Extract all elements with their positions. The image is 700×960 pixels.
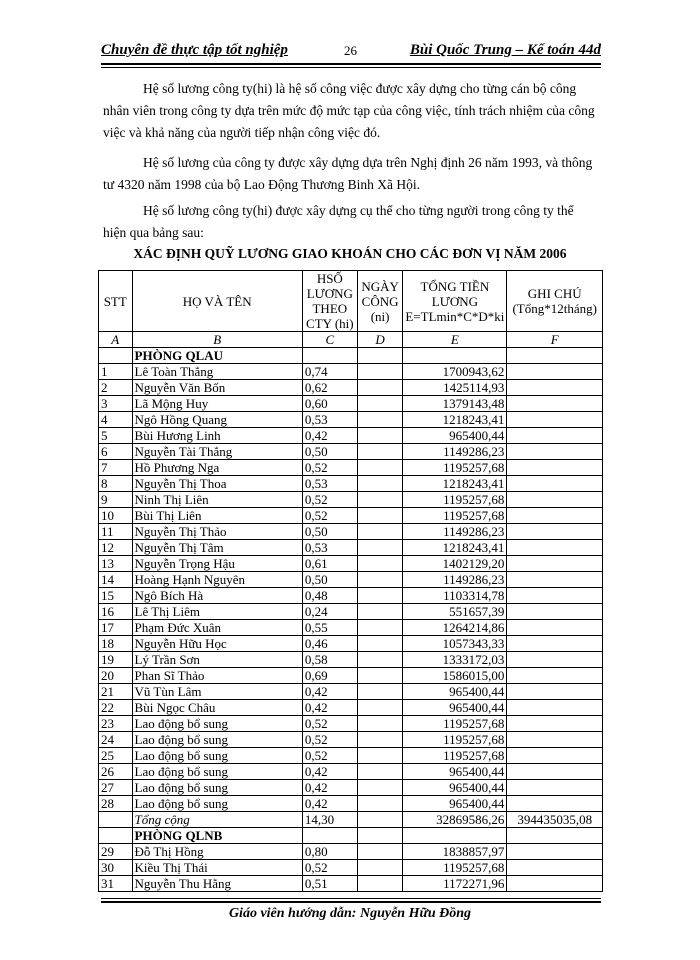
row-note: [507, 444, 603, 460]
col-header-stt: STT: [99, 271, 133, 332]
row-stt: 5: [99, 428, 133, 444]
row-stt: 21: [99, 684, 133, 700]
row-stt: 3: [99, 396, 133, 412]
row-note: [507, 380, 603, 396]
row-stt: 11: [99, 524, 133, 540]
row-amount: 965400,44: [403, 700, 507, 716]
row-stt: 2: [99, 380, 133, 396]
row-days: [357, 764, 403, 780]
row-name: Lã Mộng Huy: [132, 396, 302, 412]
row-stt: 6: [99, 444, 133, 460]
header-rule: [101, 63, 601, 68]
row-days: [357, 780, 403, 796]
total-note: 394435035,08: [507, 812, 603, 828]
total-days: [357, 812, 403, 828]
row-note: [507, 764, 603, 780]
table-row: [99, 620, 603, 636]
col-letter-b: B: [132, 332, 302, 348]
row-name: Nguyễn Thu Hằng: [132, 876, 302, 892]
row-note: [507, 492, 603, 508]
row-name: Nguyễn Văn Bốn: [132, 380, 302, 396]
row-amount: 1195257,68: [403, 860, 507, 876]
row-note: [507, 844, 603, 860]
row-stt: 14: [99, 572, 133, 588]
row-name: Vũ Tùn Lâm: [132, 684, 302, 700]
row-amount: 1195257,68: [403, 492, 507, 508]
row-stt: 22: [99, 700, 133, 716]
table-row: [99, 412, 603, 428]
row-note: [507, 540, 603, 556]
row-coef: 0,50: [302, 444, 357, 460]
row-note: [507, 700, 603, 716]
row-name: Hồ Phương Nga: [132, 460, 302, 476]
table-row: [99, 732, 603, 748]
table-row: [99, 860, 603, 876]
col-header-total: TỔNG TIỀN LƯƠNG E=TLmin*C*D*ki: [403, 271, 507, 332]
row-coef: 0,52: [302, 460, 357, 476]
table-row: [99, 572, 603, 588]
row-coef: 0,52: [302, 860, 357, 876]
row-coef: 0,53: [302, 412, 357, 428]
row-note: [507, 508, 603, 524]
row-amount: 1195257,68: [403, 508, 507, 524]
row-coef: 0,52: [302, 492, 357, 508]
row-amount: 1195257,68: [403, 716, 507, 732]
table-row: [99, 748, 603, 764]
row-name: Ngô Hồng Quang: [132, 412, 302, 428]
table-row: [99, 460, 603, 476]
row-amount: 1057343,33: [403, 636, 507, 652]
table-title: XÁC ĐỊNH QUỸ LƯƠNG GIAO KHOÁN CHO CÁC ĐƠN VỊ NĂM 2006: [133, 246, 567, 261]
row-name: Lao động bổ sung: [132, 748, 302, 764]
row-coef: 0,55: [302, 620, 357, 636]
row-amount: 1402129,20: [403, 556, 507, 572]
row-name: Ngô Bích Hà: [132, 588, 302, 604]
total-label: Tổng cộng: [132, 812, 302, 828]
row-days: [357, 492, 403, 508]
row-amount: 1586015,00: [403, 668, 507, 684]
row-name: Lao động bổ sung: [132, 732, 302, 748]
paragraph-3: Hệ số lương công ty(hi) được xây dựng cụ thể cho từng người trong công ty thể hiện qua bảng sau:: [103, 203, 574, 240]
row-amount: 1838857,97: [403, 844, 507, 860]
row-amount: 1103314,78: [403, 588, 507, 604]
row-amount: 965400,44: [403, 428, 507, 444]
table-row: [99, 444, 603, 460]
row-stt: 15: [99, 588, 133, 604]
row-coef: 0,42: [302, 684, 357, 700]
row-stt: 20: [99, 668, 133, 684]
row-days: [357, 396, 403, 412]
row-stt: 18: [99, 636, 133, 652]
row-days: [357, 652, 403, 668]
row-amount: 1195257,68: [403, 460, 507, 476]
row-stt: 10: [99, 508, 133, 524]
table-row: [99, 876, 603, 892]
row-amount: 1379143,48: [403, 396, 507, 412]
row-coef: 0,53: [302, 476, 357, 492]
row-note: [507, 460, 603, 476]
row-coef: 0,58: [302, 652, 357, 668]
row-stt: 1: [99, 364, 133, 380]
row-name: Phạm Đức Xuân: [132, 620, 302, 636]
row-note: [507, 636, 603, 652]
row-days: [357, 684, 403, 700]
row-note: [507, 716, 603, 732]
footer-rule: [101, 898, 601, 903]
row-note: [507, 860, 603, 876]
table-row: [99, 700, 603, 716]
row-name: Phan Sĩ Thảo: [132, 668, 302, 684]
header-title: Chuyên đề thực tập tốt nghiệp: [101, 42, 288, 58]
row-stt: 4: [99, 412, 133, 428]
row-days: [357, 476, 403, 492]
row-name: Lê Toàn Thắng: [132, 364, 302, 380]
row-days: [357, 540, 403, 556]
row-amount: 1218243,41: [403, 412, 507, 428]
row-days: [357, 604, 403, 620]
row-note: [507, 364, 603, 380]
row-days: [357, 428, 403, 444]
row-note: [507, 668, 603, 684]
col-header-coef: HSỐ LƯƠNG THEO CTY (hi): [302, 271, 357, 332]
row-amount: 1149286,23: [403, 444, 507, 460]
row-stt: 28: [99, 796, 133, 812]
row-name: Nguyễn Thị Thảo: [132, 524, 302, 540]
dept-row: [99, 828, 603, 844]
col-letter-c: C: [302, 332, 357, 348]
table-row: [99, 492, 603, 508]
row-coef: 0,42: [302, 780, 357, 796]
row-coef: 0,61: [302, 556, 357, 572]
col-header-days: NGÀY CÔNG (ni): [357, 271, 403, 332]
row-amount: 1149286,23: [403, 572, 507, 588]
row-days: [357, 412, 403, 428]
row-amount: 965400,44: [403, 764, 507, 780]
row-stt: 30: [99, 860, 133, 876]
row-name: Lao động bổ sung: [132, 796, 302, 812]
row-days: [357, 796, 403, 812]
row-days: [357, 572, 403, 588]
table-row: [99, 556, 603, 572]
row-days: [357, 620, 403, 636]
table-row: [99, 780, 603, 796]
row-days: [357, 508, 403, 524]
row-name: Nguyễn Trọng Hậu: [132, 556, 302, 572]
paragraph-1: Hệ số lương công ty(hi) là hệ số công việc được xây dựng cho từng cán bộ công nhân viên trong công ty dựa trên mức độ mức tạp của công việc, tính trách nhiệm của công việc và khả năng của người tiếp nhận công việc đó.: [103, 81, 595, 140]
row-name: Lao động bổ sung: [132, 780, 302, 796]
row-coef: 0,52: [302, 748, 357, 764]
table-row: [99, 652, 603, 668]
table-row: [99, 364, 603, 380]
row-name: Bùi Ngọc Châu: [132, 700, 302, 716]
row-name: Nguyễn Thị Tâm: [132, 540, 302, 556]
row-stt: 23: [99, 716, 133, 732]
dept-row: [99, 348, 603, 364]
row-stt: 16: [99, 604, 133, 620]
row-amount: 1218243,41: [403, 476, 507, 492]
row-stt: 19: [99, 652, 133, 668]
total-amount: 32869586,26: [403, 812, 507, 828]
row-name: Lao động bổ sung: [132, 764, 302, 780]
row-name: Hoàng Hạnh Nguyên: [132, 572, 302, 588]
page-number: 26: [344, 43, 357, 58]
row-name: Lê Thị Liêm: [132, 604, 302, 620]
row-coef: 0,48: [302, 588, 357, 604]
row-days: [357, 732, 403, 748]
row-days: [357, 556, 403, 572]
page-header: [101, 42, 601, 64]
row-coef: 0,42: [302, 796, 357, 812]
row-amount: 965400,44: [403, 796, 507, 812]
row-coef: 0,42: [302, 700, 357, 716]
row-name: Bùi Hương Linh: [132, 428, 302, 444]
header-author: Bùi Quốc Trung – Kế toán 44d: [409, 42, 601, 58]
row-days: [357, 380, 403, 396]
row-days: [357, 588, 403, 604]
row-coef: 0,42: [302, 764, 357, 780]
table-row: [99, 428, 603, 444]
table-row: [99, 844, 603, 860]
row-coef: 0,52: [302, 732, 357, 748]
row-name: Đỗ Thị Hồng: [132, 844, 302, 860]
row-note: [507, 412, 603, 428]
row-coef: 0,24: [302, 604, 357, 620]
row-note: [507, 524, 603, 540]
row-amount: 1218243,41: [403, 540, 507, 556]
table-row: [99, 764, 603, 780]
row-name: Lý Trần Sơn: [132, 652, 302, 668]
row-days: [357, 524, 403, 540]
row-coef: 0,50: [302, 572, 357, 588]
salary-table: [98, 270, 603, 892]
row-days: [357, 460, 403, 476]
row-days: [357, 716, 403, 732]
row-note: [507, 876, 603, 892]
row-coef: 0,51: [302, 876, 357, 892]
row-coef: 0,74: [302, 364, 357, 380]
row-coef: 0,80: [302, 844, 357, 860]
row-name: Ninh Thị Liên: [132, 492, 302, 508]
row-note: [507, 780, 603, 796]
row-note: [507, 684, 603, 700]
row-stt: 27: [99, 780, 133, 796]
col-letter-d: D: [357, 332, 403, 348]
total-row: [99, 812, 603, 828]
row-note: [507, 748, 603, 764]
row-coef: 0,42: [302, 428, 357, 444]
row-amount: 1195257,68: [403, 748, 507, 764]
page-footer: Giáo viên hướng dẫn: Nguyễn Hữu Đồng: [228, 906, 472, 921]
row-note: [507, 588, 603, 604]
row-coef: 0,52: [302, 716, 357, 732]
row-amount: 551657,39: [403, 604, 507, 620]
row-amount: 1195257,68: [403, 732, 507, 748]
table-row: [99, 396, 603, 412]
table-row: [99, 508, 603, 524]
row-coef: 0,69: [302, 668, 357, 684]
row-note: [507, 652, 603, 668]
table-row: [99, 588, 603, 604]
row-stt: 13: [99, 556, 133, 572]
table-header-row: [99, 271, 603, 332]
row-coef: 0,52: [302, 508, 357, 524]
table-row: [99, 796, 603, 812]
row-note: [507, 572, 603, 588]
row-name: Bùi Thị Liên: [132, 508, 302, 524]
row-note: [507, 604, 603, 620]
total-coef: 14,30: [302, 812, 357, 828]
table-row: [99, 684, 603, 700]
row-name: Nguyễn Tài Thắng: [132, 444, 302, 460]
row-note: [507, 620, 603, 636]
row-name: Lao động bổ sung: [132, 716, 302, 732]
row-coef: 0,46: [302, 636, 357, 652]
row-days: [357, 844, 403, 860]
col-header-note: GHI CHÚ (Tổng*12tháng): [507, 271, 603, 332]
row-stt: 26: [99, 764, 133, 780]
row-stt: 31: [99, 876, 133, 892]
row-note: [507, 732, 603, 748]
dept-name: PHÒNG QLNB: [132, 828, 302, 844]
row-amount: 1700943,62: [403, 364, 507, 380]
row-stt: 24: [99, 732, 133, 748]
row-note: [507, 556, 603, 572]
row-days: [357, 748, 403, 764]
row-days: [357, 636, 403, 652]
table-row: [99, 668, 603, 684]
row-name: Nguyễn Thị Thoa: [132, 476, 302, 492]
row-days: [357, 700, 403, 716]
col-header-name: HỌ VÀ TÊN: [132, 271, 302, 332]
row-name: Nguyễn Hữu Học: [132, 636, 302, 652]
row-amount: 1425114,93: [403, 380, 507, 396]
row-days: [357, 364, 403, 380]
row-stt: 29: [99, 844, 133, 860]
row-days: [357, 876, 403, 892]
row-stt: 7: [99, 460, 133, 476]
row-coef: 0,60: [302, 396, 357, 412]
row-stt: 12: [99, 540, 133, 556]
col-letter-e: E: [403, 332, 507, 348]
row-note: [507, 396, 603, 412]
dept-name: PHÒNG QLAU: [132, 348, 302, 364]
table-row: [99, 636, 603, 652]
col-letter-a: A: [99, 332, 133, 348]
row-amount: 965400,44: [403, 780, 507, 796]
row-note: [507, 428, 603, 444]
table-row: [99, 604, 603, 620]
col-letter-f: F: [507, 332, 603, 348]
table-row: [99, 380, 603, 396]
table-row: [99, 476, 603, 492]
row-coef: 0,53: [302, 540, 357, 556]
table-row: [99, 524, 603, 540]
row-days: [357, 668, 403, 684]
table-row: [99, 716, 603, 732]
row-note: [507, 476, 603, 492]
row-days: [357, 444, 403, 460]
row-name: Kiều Thị Thái: [132, 860, 302, 876]
row-amount: 1149286,23: [403, 524, 507, 540]
row-days: [357, 860, 403, 876]
row-stt: 25: [99, 748, 133, 764]
row-coef: 0,50: [302, 524, 357, 540]
row-stt: 8: [99, 476, 133, 492]
total-stt: [99, 812, 133, 828]
row-amount: 965400,44: [403, 684, 507, 700]
row-stt: 17: [99, 620, 133, 636]
column-letters-row: [99, 332, 603, 348]
table-row: [99, 540, 603, 556]
paragraph-2: Hệ số lương của công ty được xây dựng dựa trên Nghị định 26 năm 1993, và thông tư 4320 năm 1998 của bộ Lao Động Thương Binh Xã Hội.: [103, 155, 593, 192]
row-amount: 1333172,03: [403, 652, 507, 668]
row-stt: 9: [99, 492, 133, 508]
row-amount: 1172271,96: [403, 876, 507, 892]
row-amount: 1264214,86: [403, 620, 507, 636]
row-note: [507, 796, 603, 812]
row-coef: 0,62: [302, 380, 357, 396]
